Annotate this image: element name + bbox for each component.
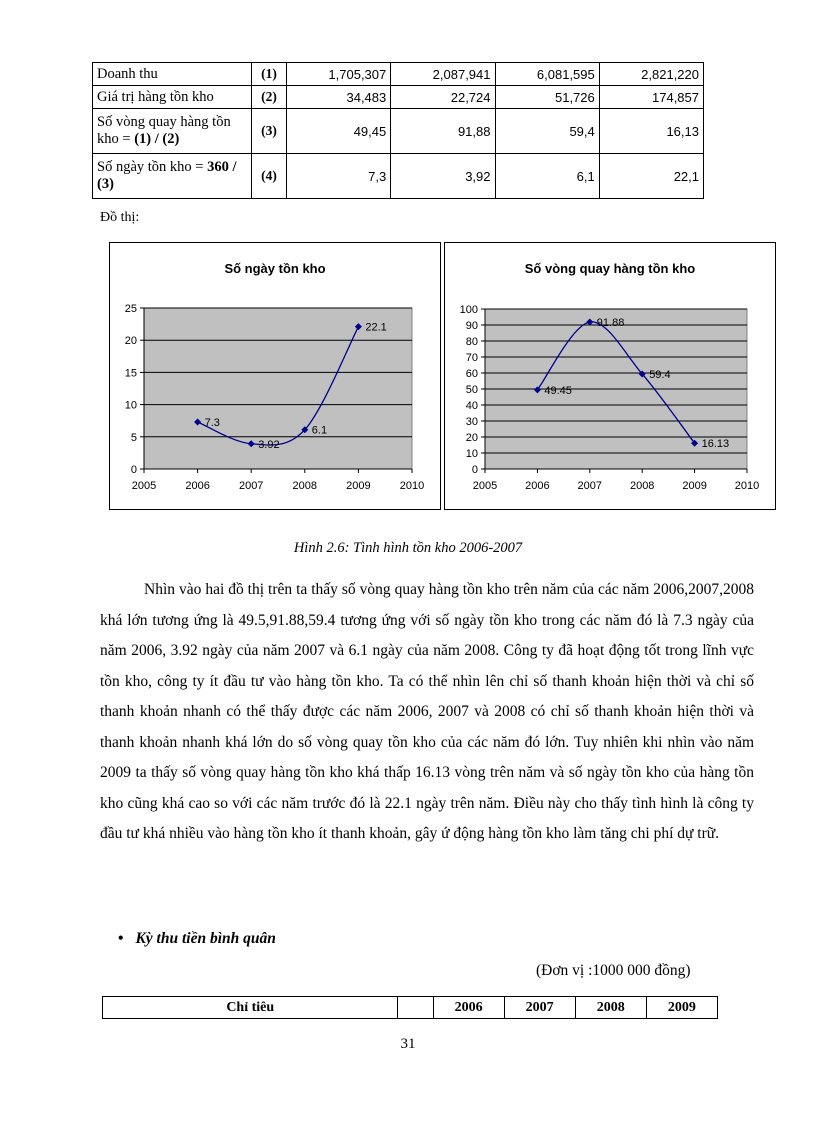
data-label: 59.4 [649, 368, 671, 381]
y-tick-label: 60 [465, 368, 478, 380]
x-tick-label: 2006 [185, 480, 210, 492]
header-cell: 2007 [504, 997, 575, 1019]
table-row [93, 109, 704, 154]
header-cell: 2009 [646, 997, 717, 1019]
x-tick-label: 2010 [399, 480, 425, 492]
y-tick-label: 20 [465, 432, 478, 444]
x-tick-label: 2010 [734, 480, 760, 492]
table-cell: 49,45 [287, 109, 391, 154]
y-tick-label: 15 [124, 367, 137, 380]
table-row [93, 63, 704, 86]
table-cell: 51,726 [495, 86, 599, 109]
row-code: (4) [252, 154, 287, 199]
x-tick-label: 2007 [238, 480, 264, 492]
data-label: 6.1 [311, 424, 328, 437]
table-row [93, 154, 704, 199]
y-tick-label: 25 [124, 303, 137, 315]
row-label-text: Số vòng quay hàng tồn kho = [97, 114, 231, 147]
table-row [93, 86, 704, 109]
header-cell: 2006 [433, 997, 504, 1019]
table-cell: 16,13 [599, 109, 703, 154]
table-cell: 7,3 [287, 154, 391, 199]
table-header-row [103, 997, 718, 1019]
row-label-text: Giá trị hàng tồn kho [97, 88, 214, 105]
x-tick-label: 2009 [346, 480, 371, 492]
chart-inventory-turnover [444, 242, 776, 510]
table-cell: 174,857 [599, 86, 703, 109]
y-tick-label: 10 [124, 399, 137, 412]
row-code: (3) [252, 109, 287, 154]
y-tick-label: 100 [459, 304, 478, 316]
table-cell: 1,705,307 [287, 63, 391, 86]
chart-title: Số ngày tồn kho [224, 261, 326, 276]
row-label [93, 63, 252, 86]
row-code: (1) [252, 63, 287, 86]
y-tick-label: 90 [465, 320, 478, 332]
table-cell: 2,821,220 [599, 63, 703, 86]
y-tick-label: 0 [471, 464, 478, 476]
x-tick-label: 2005 [472, 480, 498, 492]
row-label [93, 86, 252, 109]
row-label-text: Số ngày tồn kho = [97, 159, 204, 175]
y-tick-label: 40 [465, 400, 478, 412]
table-cell: 6,081,595 [495, 63, 599, 86]
y-tick-label: 30 [465, 416, 478, 428]
figure-caption: Hình 2.6: Tình hình tồn kho 2006-2007 [293, 540, 523, 556]
x-tick-label: 2005 [131, 480, 157, 492]
chart-title: Số vòng quay hàng tồn kho [524, 261, 696, 276]
chart-intro: Đồ thị: [100, 210, 140, 225]
chart-days-inventory [109, 242, 441, 510]
table-cell: 3,92 [391, 154, 495, 199]
x-tick-label: 2009 [682, 480, 707, 492]
table-cell: 6,1 [495, 154, 599, 199]
table-cell: 22,1 [599, 154, 703, 199]
table-cell: 2,087,941 [391, 63, 495, 86]
bullet-text: Kỳ thu tiền bình quân [135, 930, 276, 947]
data-label: 49.45 [544, 384, 572, 397]
x-tick-label: 2008 [292, 480, 318, 492]
receivables-table [102, 996, 718, 1019]
y-tick-label: 20 [124, 335, 137, 348]
y-tick-label: 70 [465, 352, 478, 364]
table-cell: 59,4 [495, 109, 599, 154]
y-tick-label: 80 [465, 336, 478, 348]
table-cell: 22,724 [391, 86, 495, 109]
y-tick-label: 50 [465, 384, 478, 396]
data-label: 16.13 [701, 438, 730, 451]
header-cell: Chỉ tiêu [103, 997, 398, 1019]
row-label-formula: 360 / (3) [97, 159, 237, 192]
inventory-table [92, 62, 704, 199]
x-tick-label: 2007 [577, 480, 603, 492]
unit-note: (Đơn vị :1000 000 đồng) [536, 962, 691, 979]
row-label-formula: (1) / (2) [134, 131, 180, 147]
page-number: 31 [400, 1036, 416, 1052]
row-label [93, 154, 252, 199]
x-tick-label: 2006 [525, 480, 550, 492]
data-label: 91.88 [596, 316, 625, 329]
analysis-paragraph: Nhìn vào hai đồ thị trên ta thấy số vòng quay hàng tồn kho trên năm của các năm 2006,2007,2008 khá lớn tương ứng là 49.5,91.88,59.4 tương ứng với số ngày tồn kho trong các năm đó là 7.3 ngày của năm 2006, 3.92 ngày của năm 2007 và 6.1 ngày của năm 2008. Công ty đã hoạt động tốt trong lĩnh vực tồn kho, công ty ít đầu tư vào hàng tồn kho. Ta có thể nhìn lên chỉ số thanh khoản hiện thời và chỉ số thanh khoản nhanh có thể thấy được các năm 2006, 2007 và 2008 có chỉ số thanh khoản hiện thời và thanh khoản nhanh khá lớn do số vòng quay tồn kho của các năm đó lớn. Tuy nhiên khi nhìn vào năm 2009 ta thấy số vòng quay hàng tồn kho khá thấp 16.13 vòng trên năm và số ngày tồn kho của hàng tồn kho cũng khá cao so với các năm trước đó là 22.1 ngày trên năm. Điều này cho thấy tình hình là công ty đầu tư khá nhiều vào hàng tồn kho ít thanh khoản, gây ứ động hàng tồn kho làm tăng chi phí dự trữ. [100, 581, 754, 842]
x-tick-label: 2008 [629, 480, 655, 492]
row-label [93, 109, 252, 154]
row-code: (2) [252, 86, 287, 109]
table-cell: 34,483 [287, 86, 391, 109]
bullet-dot: • [118, 930, 124, 947]
bullet-heading [118, 930, 276, 948]
header-cell: 2008 [575, 997, 646, 1019]
row-label-text: Doanh thu [97, 65, 158, 82]
data-label: 7.3 [204, 416, 220, 429]
data-label: 22.1 [365, 321, 387, 334]
y-tick-label: 10 [465, 448, 478, 460]
table-cell: 91,88 [391, 109, 495, 154]
data-label: 3.92 [258, 438, 280, 451]
y-tick-label: 0 [130, 464, 137, 476]
y-tick-label: 5 [130, 431, 137, 444]
header-cell [398, 997, 433, 1019]
